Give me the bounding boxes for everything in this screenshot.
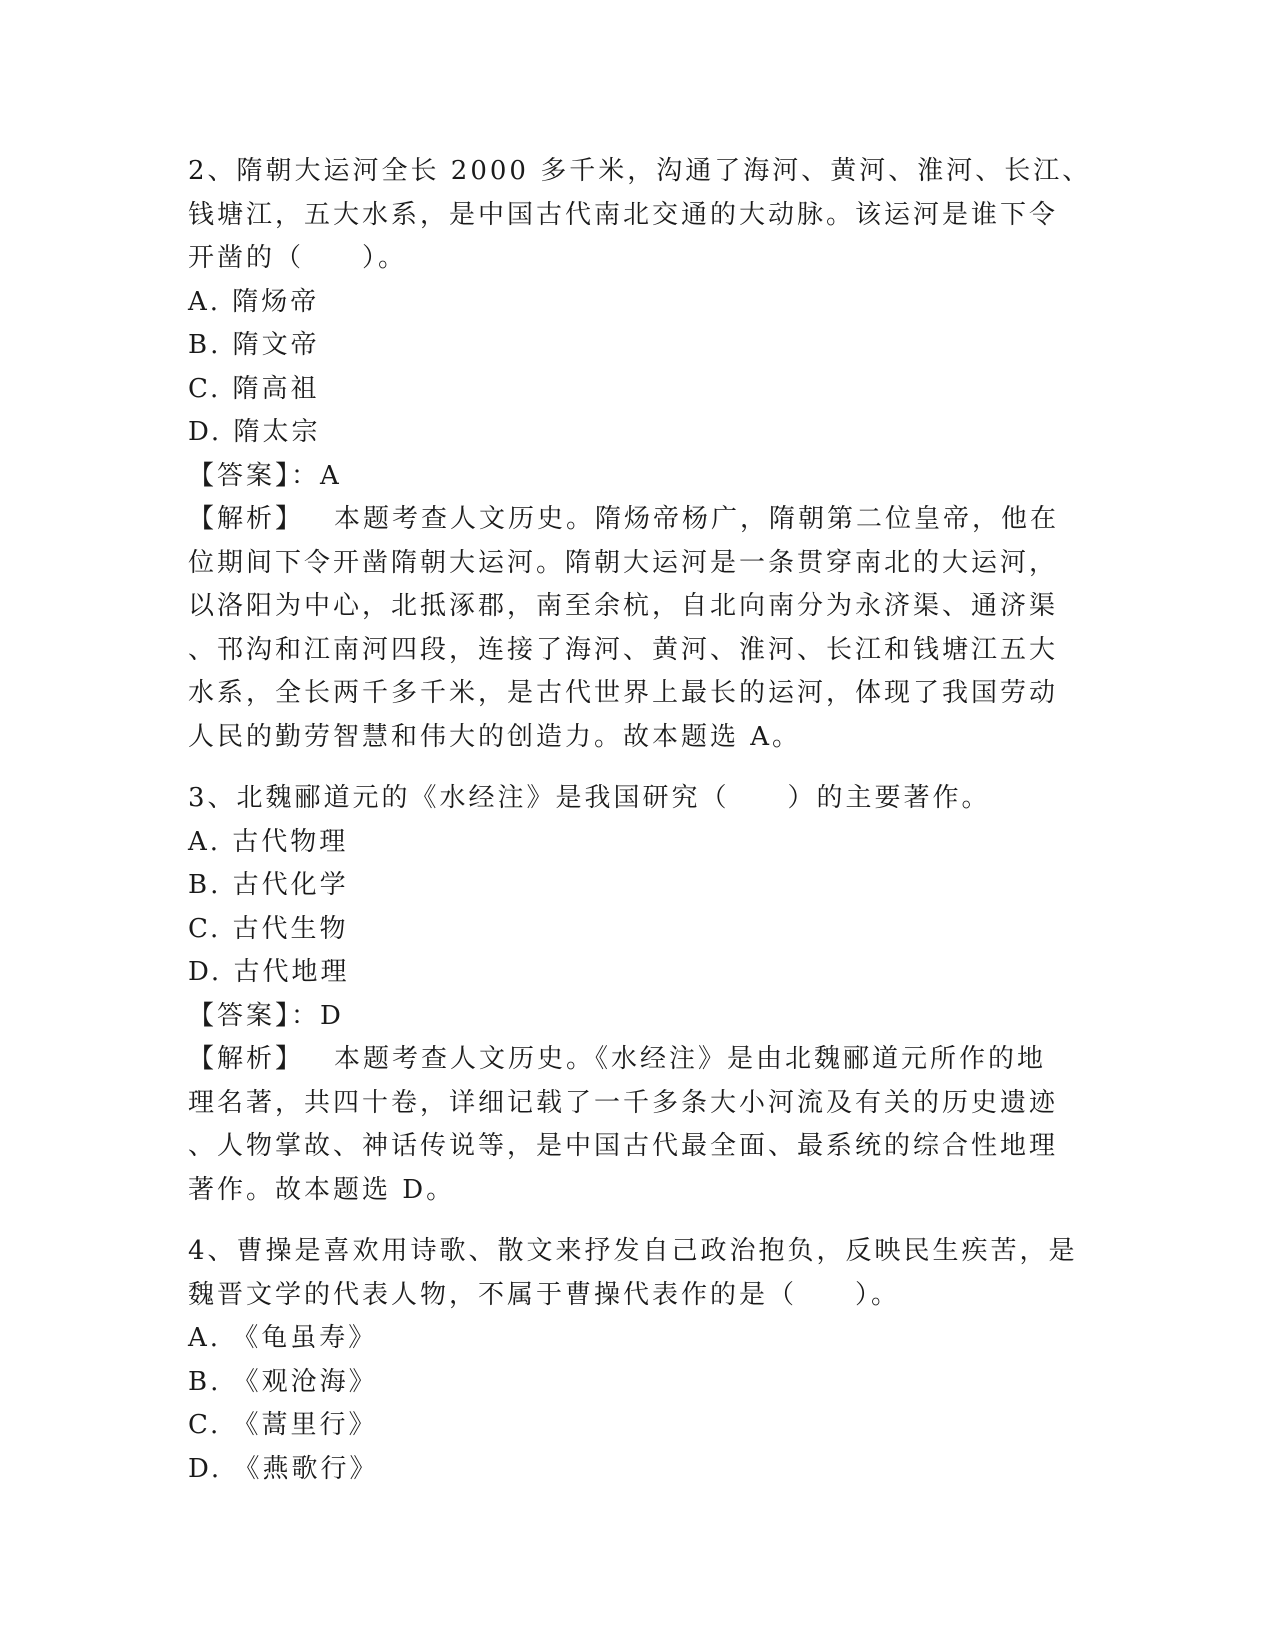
question-stem-line: 3、北魏郦道元的《水经注》是我国研究（ ）的主要著作。 [188,783,991,813]
answer-value: ：D [291,1000,344,1031]
document-page [188,150,1092,1491]
question-2 [188,150,1092,759]
option-a: A. 古代物理 [188,826,349,857]
analysis-label: 【解析】 [188,1044,305,1074]
analysis-line: 人民的勤劳智慧和伟大的创造力。故本题选 A。 [188,721,802,752]
question-3 [188,777,1088,1212]
analysis-text: 本题考查人文历史。《水经注》是由北魏郦道元所作的地 [334,1044,1047,1074]
option-a: A. 《龟虽寿》 [188,1323,378,1353]
option-d: D. 《燕歌行》 [188,1453,379,1484]
question-stem-line: 魏晋文学的代表人物，不属于曹操代表作的是（ ）。 [188,1279,901,1310]
analysis-line: 理名著，共四十卷，详细记载了一千多条大小河流及有关的历史遗迹 [188,1087,1059,1118]
analysis-line: 著作。故本题选 D。 [188,1174,456,1205]
option-c: C. 隋高祖 [188,373,320,404]
analysis-text: 本题考查人文历史。隋炀帝杨广，隋朝第二位皇帝，他在 [334,504,1060,534]
analysis-line: 水系，全长两千多千米，是古代世界上最长的运河，体现了我国劳动 [188,678,1059,708]
option-a: A. 隋炀帝 [188,286,320,317]
answer-line [188,455,1088,499]
option-b: B. 《观沧海》 [188,1366,378,1397]
question-stem-line: 开凿的（ ）。 [188,243,408,273]
analysis-line: 位期间下令开凿隋朝大运河。隋朝大运河是一条贯穿南北的大运河， [188,547,1059,578]
option-c: C. 《蒿里行》 [188,1410,378,1440]
answer-label: 【答案】 [188,460,292,491]
option-d: D. 古代地理 [188,957,350,987]
answer-line [188,995,1088,1039]
analysis-label: 【解析】 [188,504,305,534]
analysis-line: 以洛阳为中心，北抵涿郡，南至余杭，自北向南分为永济渠、通济渠 [188,591,1059,621]
answer-label: 【答案】 [188,1000,292,1031]
analysis-line [188,498,1088,542]
option-b: B. 隋文帝 [188,330,320,360]
option-b: B. 古代化学 [188,870,349,900]
question-stem-line: 4、曹操是喜欢用诗歌、散文来抒发自己政治抱负，反映民生疾苦，是 [188,1236,1078,1266]
analysis-line: 、人物掌故、神话传说等，是中国古代最全面、最系统的综合性地理 [188,1131,1059,1161]
question-4 [188,1230,1088,1491]
option-d: D. 隋太宗 [188,417,321,447]
question-stem-line: 2、隋朝大运河全长 2000 多千米，沟通了海河、黄河、淮河、长江、 [188,156,1092,186]
option-c: C. 古代生物 [188,913,349,944]
answer-value: ：A [291,460,342,491]
analysis-line: 、邗沟和江南河四段，连接了海河、黄河、淮河、长江和钱塘江五大 [188,634,1059,665]
analysis-line [188,1038,1088,1082]
question-stem-line: 钱塘江，五大水系，是中国古代南北交通的大动脉。该运河是谁下令 [188,199,1059,230]
